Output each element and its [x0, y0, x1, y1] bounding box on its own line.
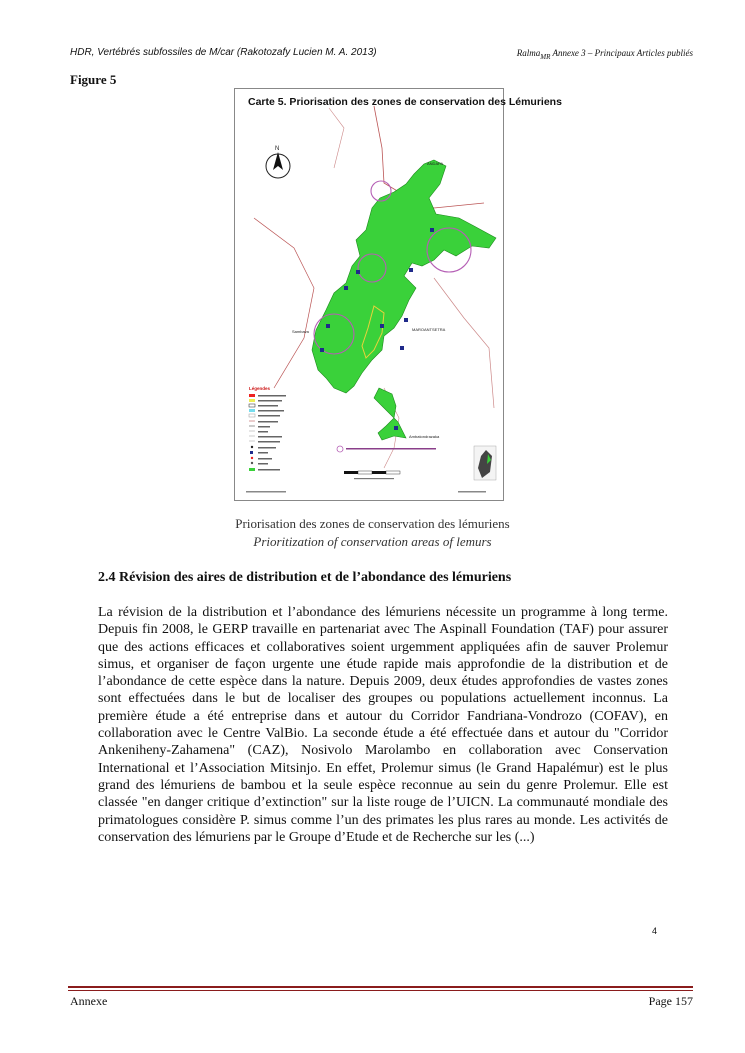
header-right-suffix: Annexe 3 – Principaux Articles publiés [550, 48, 693, 58]
conservation-map [234, 88, 562, 499]
paragraph-text: La révision de la distribution et l’abondance des lémuriens nécessite un programme à long terme. Depuis fin 2008, le GERP travaille en partenariat avec The Aspinall Foundation (TAF) pour assurer que des actions efficaces et collaboratives soient urgemment appliquées afin de sauver Prolemur simus, et organiser de façon urgente une étude rapide mais approfondie de la distribution et de l’abondance de cette espèce dans la nature. Depuis 2009, deux études approfondies de vastes zones sont effectuées dans le but de localiser des groupes ou populations actuellement inconnus. La première étude a été entreprise dans et autour du Corridor Fandriana-Vondrozo (COFAV), en collaboration avec le Centre ValBio. La seconde étude a été effectuée dans et autour du "Corridor Ankeniheny-Zahamena" (CAZ), Nosivolo Marolambo en collaboration avec Conservation International et l’Association Mitsinjo. En effet, Prolemur simus (le Grand Hapalémur) est le plus grand des lémuriens de bambou et la seule espèce reconnue au sein du genre Prolemur. Elle est classée "en danger critique d’extinction" sur la liste rouge de l’UICN. La communauté mondiale des primatologues considère P. simus comme l’un des primates les plus rares au monde. Les activités de conservation des lémuriens par le Groupe d’Etude et de Recherche sur les (...) [98, 605, 668, 845]
north-arrow-icon [266, 146, 290, 178]
section-title: 2.4 Révision des aires de distribution et de l’abondance des lémuriens [98, 570, 512, 585]
scale-bar [344, 471, 400, 479]
map-label-andapa: ANDAPA [427, 161, 444, 166]
figure-label: Figure 5 [70, 72, 117, 87]
map-road-3 [434, 278, 494, 408]
footer-rule-thick [68, 986, 693, 988]
forest-south-fragment [374, 388, 406, 440]
footer-left: Annexe [70, 994, 108, 1008]
map-road-2 [254, 218, 314, 388]
map-label-maroantsetra: MAROANTSETRA [412, 327, 446, 332]
caption-english: Prioritization of conservation areas of lemurs [253, 534, 492, 549]
inner-page-number: 4 [652, 926, 658, 936]
caption-french: Priorisation des zones de conservation des lémuriens [235, 516, 510, 531]
svg-text:Légendes: Légendes [249, 386, 271, 391]
map-road-4 [329, 108, 344, 168]
footer-page-number: Page 157 [648, 994, 693, 1008]
header-right-prefix: Ralma [516, 48, 541, 58]
page-header-right [517, 48, 693, 61]
forest-corridor [312, 160, 496, 393]
map-legend [249, 386, 286, 471]
map-label-sambava: Sambava [292, 329, 309, 334]
map-title: Carte 5. Priorisation des zones de conservation des Lémuriens [248, 96, 562, 108]
svg-text:N: N [275, 146, 280, 152]
body-paragraph [98, 604, 668, 846]
madagascar-inset-icon [474, 446, 496, 480]
page-header-left: HDR, Vertébrés subfossiles de M/car (Rakotozafy Lucien M. A. 2013) [70, 47, 377, 58]
map-label-ambatondrazaka: Ambatondrazaka [409, 434, 440, 439]
footer-rule-thin [68, 990, 693, 991]
header-right-sub: MR [540, 52, 551, 61]
